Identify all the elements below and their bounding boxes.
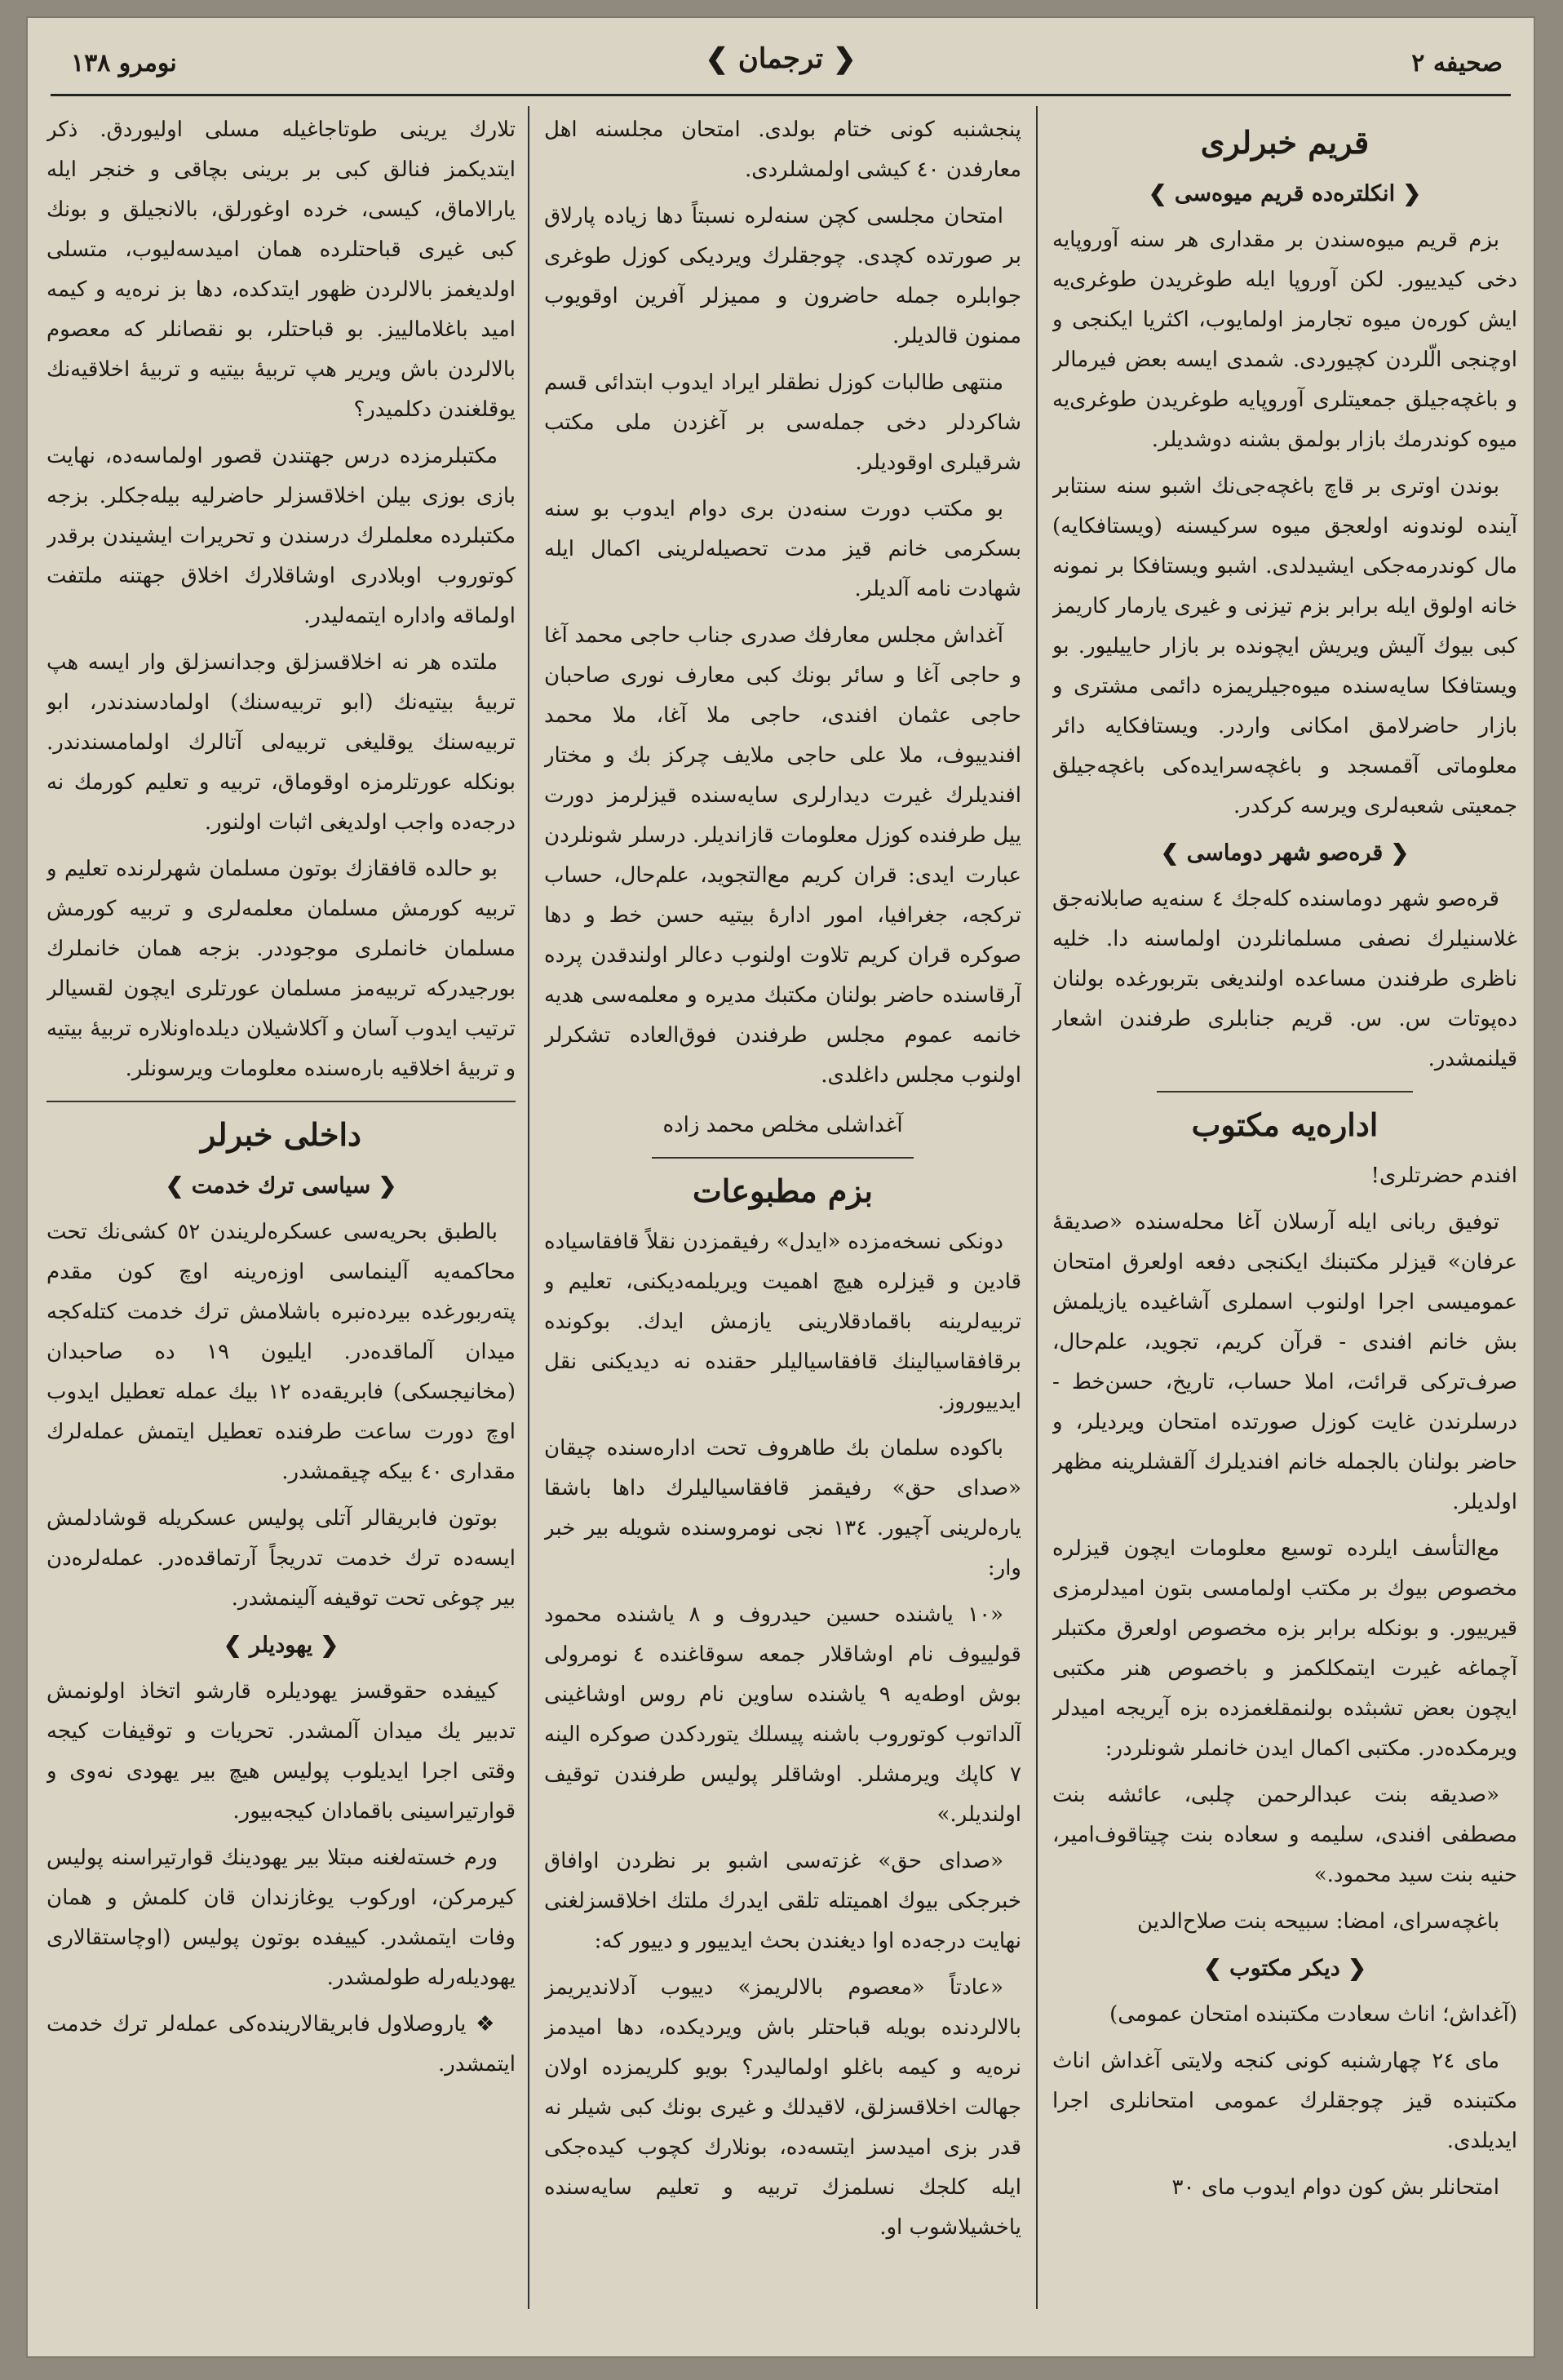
bullet-icon: ❖ [466, 2012, 498, 2037]
article-heading: ❮ انكلتره‌ده قریم میوه‌سی ❯ [1148, 181, 1422, 206]
article-paragraph: مع‌التأسف ایلرده توسیع معلومات ایچون قیزلره مخصوص بیوك بر مكتب اولمامسی بتون امیدلرمزی قیرییور. و بونكله برابر بزه مخصوص اولعرق مكتبلر آچماغه غیرت ایتمكلكمز و باخصوص هنر مكتبی ایچون بعض تشبثده بولنمقلغمزده بزه آیریجه امیدلر ویرمكده‌در. مكتبی اكمال ایدن خانملر شونلردر: [1052, 1536, 1517, 1761]
column-left [46, 110, 516, 2350]
ornament-left-icon: ❯ [705, 42, 729, 75]
signature: باغچه‌سرای، امضا: سبیحه بنت صلاح‌الدین [1136, 1909, 1499, 1934]
section-title: اداره‌یه مكتوب [1191, 1106, 1379, 1143]
article-paragraph: «١٠ یاشنده حسین حیدروف و ٨ یاشنده محمود قولییوف نام اوشاقلار جمعه سوقاغنده ٤ نومرولی بوش اوطه‌یه ٩ یاشنده ساوین نام روس اوشاغینی آلداتوب كوتوروب باشنه پیسلك یتوردكدن صوكره الینه ٧ كاپك ویرمشلر. اوشاقلر پولیس طرفندن توقیف اولندیلر.» [544, 1602, 1021, 1827]
article-heading: ❮ قره‌صو شهر دوماسی ❯ [1160, 840, 1410, 866]
article-paragraph: مكتبلرمزده درس جهتندن قصور اولماسه‌ده، نهایت بازی بوزی بیلن اخلاقسزلر حاضرلیه بیله‌جكلر. بزجه مكتبلرده معلملرك درسندن و تحریرات ایشیندن برقدر كوتوروب اوبلادری اوشاقلارك اخلاق جهتنه ملتفت اولماقه واداره ایتمه‌لیدر. [46, 444, 516, 628]
article-heading: ❮ سیاسی ترك خدمت ❯ [165, 1173, 397, 1199]
section-divider [46, 1101, 516, 1102]
article-paragraph: بو مكتب دورت سنه‌دن بری دوام ایدوب بو سنه بسكرمی خانم قیز مدت تحصیله‌لرینی اكمال ایله شهادت نامه آلدیلر. [544, 497, 1021, 601]
article-paragraph: باكوده سلمان بك طاهروف تحت اداره‌سنده چیقان «صدای حق» رفیقمز قافقاسیالیلرك داها باشقا یارەلرینی آچیور. ١٣٤ نجی نومروسنده شویله بیر خبر وار: [544, 1436, 1021, 1580]
article-paragraph: كییفده حقوقسز یهودیلره قارشو اتخاذ اولونمش تدبیر یك میدان آلمشدر. تحریات و توقیفات كیجه وقتی اجرا ایدیلوب پولیس هیچ بیر یهودی نه‌وی و قوارتیراسینی باقمادان كیجه‌بیور. [46, 1679, 516, 1824]
article-paragraph: قره‌صو شهر دوماسنده كله‌جك ٤ سنه‌یه صابلانه‌جق غلاسنیلرك نصفی مسلمانلردن اولماسنه دا. خلیه ناظری طرفندن مساعده اولندیغی بتربورغده بولنان ده‌پوتات س. س. قریم جنابلری طرفندن اشعار قیلنمشدر. [1052, 887, 1517, 1071]
column-right [1052, 110, 1517, 2350]
section-divider [652, 1157, 914, 1159]
page-number: صحیفه ۲ [1411, 49, 1503, 78]
newspaper-title: ❮ ترجمان ❯ [705, 42, 857, 75]
header-rule [51, 94, 1511, 96]
article-paragraph: تلارك یرینی طوتاجاغیله مسلی اولیوردق. ذكر ایتدیكمز فنالق كبی بر برینی بچاقی و خنجر ایله یارالاماق، كیسی، خرده اوغورلق، بالانجیلق و بونك كبی غیری قباحتلرده همان امید‌سه‌لیوب، متسلی اولدیغمز بالالردن ظهور ایتدكده، دها بز نره‌یه و كیمه امید باغلامالییز. بو قباحتلر، بو نقصانلر كه معصوم بالالردن باش ویریر هپ تربیهٔ بیتیه و تربیهٔ اخلاقیه‌نك یوقلغندن دكلمیدر؟ [46, 117, 516, 422]
article-paragraph: «صدیقه بنت عبدالرحمن چلبی، عائشه بنت مصطفی افندی، سلیمه و سعاده بنت چیتاقوف‌امیر، حنیه بنت سید محمود.» [1052, 1783, 1517, 1887]
article-paragraph: «عادتاً «معصوم بالالریمز» دییوب آدلاندیریمز بالالردنده بویله قباحتلر باش ویردیكده، دها امیدمز نره‌یه و كیمه باغلو اولمالیدر؟ بویو كلریمزده اولان جهالت اخلاقسزلق، لاقیدلك و غیری بونك كبی شیلر نه قدر بزی امیدسز ایتسه‌ده، بونلارك كچوب كیده‌جكی ایله كلجك نسلمزك تربیه و تعلیم سایه‌سنده یاخشیلاشوب او. [544, 1975, 1021, 2240]
article-paragraph: ملتده هر نه اخلاقسزلق وجدانسزلق وار ایسه هپ تربیهٔ بیتیه‌نك (ابو تربیه‌سنك) اولمادسندندر، ابو تربیه‌سنك یوقلیغی تربیه‌لی آتالرك اولمامسندندر. بونكله عورتلرمزه اوقوماق، تربیه و تعلیم كورمك نه درجه‌ده واجب اولدیغی اثبات اولنور. [46, 650, 516, 835]
article-paragraph: ❖ یاروصلاول فابریقالارینده‌كی عمله‌لر ترك خدمت ایتمشدر. [46, 2012, 516, 2076]
article-paragraph: بوتون فابریقالر آتلی پولیس عسكریله قوشادلمش ایسه‌ده ترك خدمت تدریجاً آرتماقده‌در. عمله‌لره‌دن بیر چوغی تحت توقیفه آلینمشدر. [46, 1506, 516, 1611]
article-paragraph: امتحانلر بش كون دوام ایدوب مای ٣٠ [1171, 2175, 1499, 2200]
article-paragraph: بزم قریم میوه‌سندن بر مقداری هر سنه آوروپایه دخی كیدییور. لكن آوروپا ایله طوغریدن طوغری‌یه ایش كوره‌ن میوه تجارمز اولمایوب، اكثریا ایكنجی و اوچنجی الّلردن كچیوردی. شمدی ایسه بعض فیرمالر و باغچه‌جیلق جمعیتلری آوروپایه طوغریدن طوغری‌یه میوه كوندرمك بازار بولمق بشنه دوشدیلر. [1052, 228, 1517, 452]
article-paragraph: ورم خسته‌لغنه مبتلا بیر یهودینك قوارتیراسنه پولیس كیرمركن، اوركوب یوغازندان قان كلمش و همان وفات ایتمشدر. كییفده بوتون پولیس (اوچاستقالاری یهودیلەرله طولمشدر. [46, 1846, 516, 1990]
article-paragraph: بو حالده قافقازك بوتون مسلمان شهرلرنده تعلیم و تربیه كورمش مسلمان معلمه‌لری و تربیه كورمش مسلمان خانملری موجوددر. بزجه همان خانملرك بورجیدركه تربیه‌مز مسلمان عورتلری ایچون لقسیالر ترتیب ایدوب آسان و آكلاشیلان دیلده‌اونلاره تربیهٔ بیتیه و تربیهٔ اخلاقیه باره‌سنده معلومات ویرسونلر. [46, 857, 516, 1081]
article-paragraph: «صدای حق» غزته‌سی اشبو بر نظردن اوافاق خبرجكی بیوك اهمیتله تلقی ایدرك ملتك اخلاقسزلغنی نهایت درجه‌ده اوا دیغندن بحث ایدییور و دییور كه: [544, 1849, 1021, 1953]
issue-number: نومرو ۱۳۸ [71, 49, 177, 78]
section-title: داخلی خبرلر [201, 1116, 361, 1153]
column-separator [1036, 106, 1038, 2309]
article-paragraph: منتهی طالبات كوزل نطقلر ایراد ایدوب ابتدائی قسم شاكردلر دخی جمله‌سی بر آغزدن ملی مكتب شرقیلری اوقودیلر. [544, 370, 1021, 475]
article-paragraph: بالطبق بحریه‌سی عسكره‌لریندن ٥٢ كشی‌نك تحت محاكمه‌یه آلینماسی اوزه‌رینه اوچ كون مقدم پتەربورغده بیرده‌نبره باشلامش ترك خدمت كتلەكجه میدان آلماقده‌در. ایلیون ١٩ ده صاحبدان (مخانیجسكی) فابریقه‌ده ١٢ بیك عمله تعطیل ایدوب اوچ دورت ساعت طرفنده تعطیل ایتمش عمله‌لرك مقداری ٤٠ بیكه چیقمشدر. [46, 1220, 516, 1484]
section-title: بزم مطبوعات [693, 1172, 873, 1209]
article-paragraph: آغداش مجلس معارفك صدری جناب حاجی محمد آغا و حاجی آغا و سائر بونك كبی معارف نوری صاحبان حاجی عثمان افندی، حاجی ملا آغا، ملا محمد افندییوف، ملا علی حاجی ملایف چركز بك و مختار افندیلرك غیرت دیدارلری سایه‌سنده قیزلرمز دورت ییل طرفنده كوزل معلومات قازاندیلر. درسلر شونلردن عبارت ایدی: قران كریم مع‌التجوید، علم‌حال، حساب تركجه، جغرافیا، امور ادارهٔ بیتیه حسن خط و دها صوكره قران كریم تلاوت اولنوب دعالر اولندقدن پرده آرقاسنده حاضر بولنان مكتبك مدیره و معلمه‌سی هدیه خانمه عموم مجلس طرفندن فوق‌العاده تشكرلر اولنوب مجلس داغلدی. [544, 623, 1021, 1088]
article-paragraph: دونكی نسخه‌مزده «ایدل» رفیقمزدن نقلاً قافقاسیاده قادین و قیزلره هیچ اهمیت ویریلمه‌دیكنی، تعلیم و تربیه‌لرینه باقمادقلارینی یازمش ایدك. بوكونده برقافقاسیالینك قافقاسیالیلر حقنده نه دیدیكنی نقل ایدییوروز. [544, 1230, 1021, 1414]
ornament-right-icon: ❮ [832, 42, 857, 75]
column-separator [528, 106, 529, 2309]
signature: آغداشلی مخلص محمد زاده [662, 1113, 903, 1137]
article-heading: ❮ دیكر مكتوب ❯ [1203, 1956, 1366, 1981]
article-paragraph: بوندن اوتری بر قاچ باغچه‌جی‌نك اشبو سنه سنتابر آینده لوندونه اولعجق میوه سركیسنه (ویستافكایه) مال كوندرمه‌جكی ایشیدلدی. اشبو ویستافكا بر نمونه خانه اولوق ایله برابر بزم تیزنی و غیری یارمار كاریمز كبی بیوك آلیش ویریش ایچونده بر بازار حاییلیور. بو ویستافكا سایه‌سنده میوه‌جیلریمزه دائمی مشتری و بازار حاضرلامق امكانی واردر. ویستافكایه دائر معلوماتی آقمسجد و باغچه‌سرایده‌كی باغچه‌جیلق جمعیتی شعبه‌لری ویرسه كركدر. [1052, 474, 1517, 818]
article-subheading: (آغداش؛ اناث سعادت مكتبنده امتحان عمومی) [1109, 2002, 1517, 2027]
article-heading: ❮ یهودیلر ❯ [223, 1633, 339, 1658]
article-paragraph: امتحان مجلسی كچن سنه‌لره نسبتاً دها زیاده پارلاق بر صورتده كچدی. چوجقلرك ویردیكی كوزل طوغری جوابلره جمله حاضرون و ممیزلر آفرین اوقویوب ممنون قالدیلر. [544, 204, 1021, 348]
section-divider [1157, 1091, 1413, 1092]
article-paragraph: مای ٢٤ چهارشنبه كونی كنجه ولایتی آغداش اناث مكتبنده قیز چوجقلرك عمومی امتحانلری اجرا ایدیلدی. [1052, 2049, 1517, 2153]
article-paragraph: پنجشنبه كونی ختام بولدی. امتحان مجلسنه اهل معارفدن ٤٠ كیشی اولمشلردی. [544, 117, 1021, 182]
section-title: قریم خبرلری [1200, 124, 1370, 161]
column-middle [544, 110, 1021, 2350]
article-paragraph: توفیق ربانی ایله آرسلان آغا محله‌سنده «صدیقهٔ عرفان» قیزلر مكتبنك ایكنجی دفعه اولعرق امتحان عمومیسی اجرا اولنوب اسملری آشاغیده یازیلمش بش خانم افندی - قرآن كریم، تجوید، علم‌حال، صرف‌تركی قرائت، املا حساب، تاریخ، حسن‌خط - درسلرندن غایت كوزل صورتده امتحان ویردیلر، و حاضر بولنان بالجمله خانم افندیلرك آلقشلرینه مظهر اولدیلر. [1052, 1210, 1517, 1514]
newspaper-page [26, 16, 1535, 2358]
salutation: افندم حضرتلری! [1370, 1163, 1517, 1188]
